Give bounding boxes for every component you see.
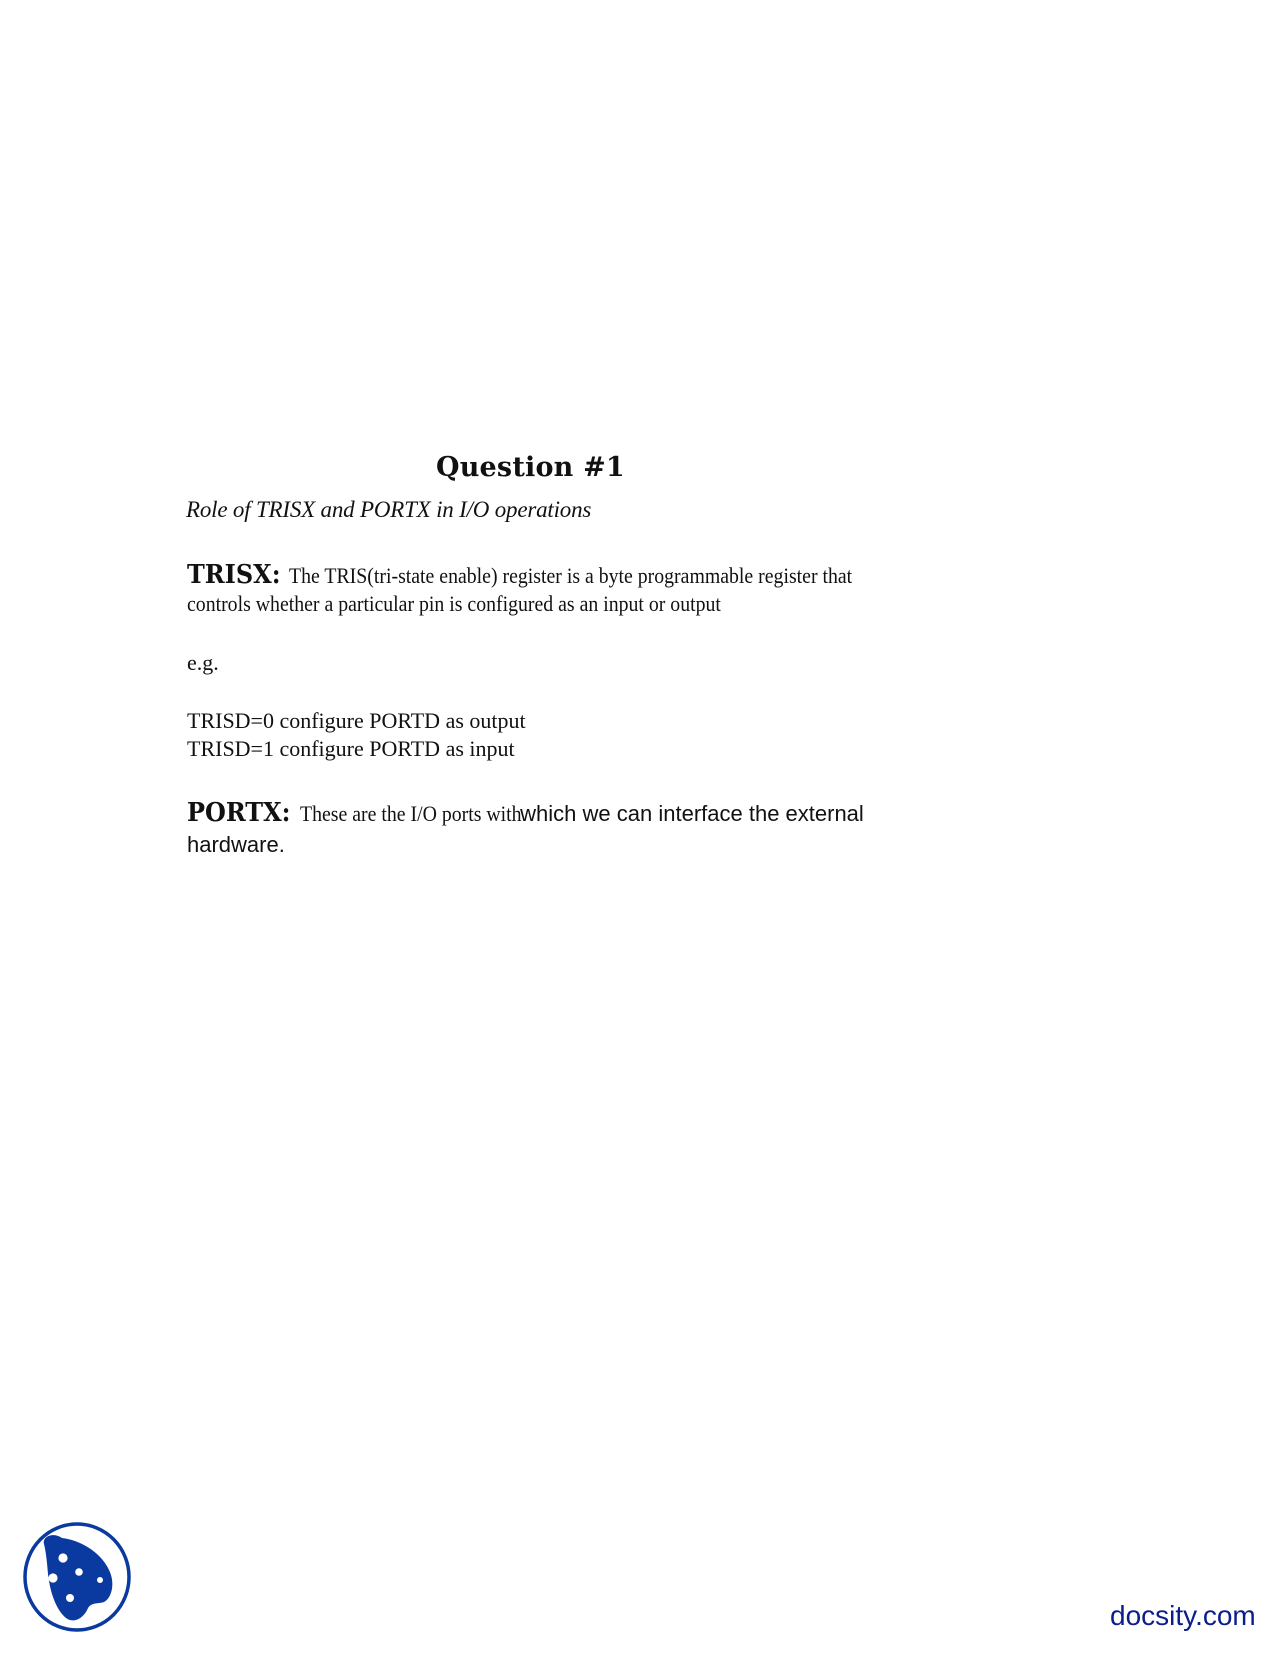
trisx-definition-line2: controls whether a particular pin is configured as an input or output <box>187 591 721 616</box>
trisx-paragraph-line2 <box>187 591 780 617</box>
page-subtitle: Role of TRISX and PORTX in I/O operations <box>186 497 592 522</box>
docsity-logo-icon <box>20 1518 136 1636</box>
trisx-definition-line1: The TRIS(tri-state enable) register is a byte programmable register that <box>289 563 853 588</box>
portx-definition-sans: which we can interface the external <box>520 801 864 826</box>
example-line-2: TRISD=1 configure PORTD as input <box>187 736 515 761</box>
portx-term: PORTX: <box>187 798 291 828</box>
trisx-term: TRISX: <box>187 560 281 590</box>
trisx-paragraph-line1 <box>187 560 915 590</box>
portx-definition-serif: These are the I/O ports with <box>299 801 522 826</box>
example-label: e.g. <box>187 650 219 675</box>
docsity-brand-text: docsity.com <box>1110 1600 1256 1631</box>
portx-definition-line2: hardware. <box>187 832 285 857</box>
example-line-1: TRISD=0 configure PORTD as output <box>187 708 526 733</box>
portx-paragraph-line1 <box>187 798 864 828</box>
page-title: Question #1 <box>436 452 625 483</box>
